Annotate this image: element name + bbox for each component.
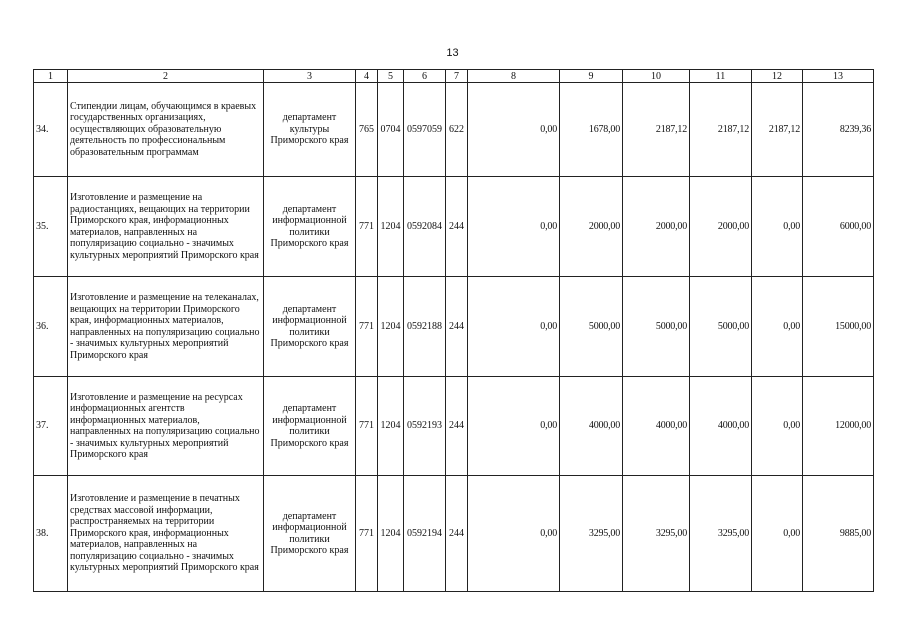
amount-cell: 0,00 — [468, 177, 560, 277]
page-number: 13 — [446, 47, 459, 59]
code-cell: 0592084 — [404, 177, 446, 277]
amount-cell: 5000,00 — [560, 277, 623, 377]
amount-cell: 0,00 — [752, 177, 803, 277]
total-cell: 9885,00 — [803, 476, 874, 592]
code-cell: 1204 — [378, 177, 404, 277]
amount-cell: 5000,00 — [690, 277, 752, 377]
code-cell: 244 — [446, 277, 468, 377]
amount-cell: 2187,12 — [623, 83, 690, 177]
column-header: 9 — [560, 70, 623, 83]
amount-cell: 2000,00 — [560, 177, 623, 277]
row-number: 35. — [34, 177, 68, 277]
table-row — [34, 177, 874, 277]
code-cell: 244 — [446, 177, 468, 277]
amount-cell: 0,00 — [468, 377, 560, 476]
code-cell: 1204 — [378, 476, 404, 592]
activity-name: Изготовление и размещение на ресурсах информационных агентств информационных материалов, направленных на популяризацию социально - значимых культурных мероприятий Приморского края — [68, 377, 264, 476]
amount-cell: 3295,00 — [623, 476, 690, 592]
amount-cell: 0,00 — [468, 83, 560, 177]
table-row — [34, 277, 874, 377]
column-header: 1 — [34, 70, 68, 83]
amount-cell: 0,00 — [468, 277, 560, 377]
department: департамент культуры Приморского края — [264, 83, 356, 177]
amount-cell: 0,00 — [752, 476, 803, 592]
row-number: 36. — [34, 277, 68, 377]
amount-cell: 1678,00 — [560, 83, 623, 177]
row-number: 38. — [34, 476, 68, 592]
code-cell: 622 — [446, 83, 468, 177]
budget-table — [33, 69, 874, 592]
department: департамент информационной политики Приморского края — [264, 177, 356, 277]
column-header: 13 — [803, 70, 874, 83]
row-number: 37. — [34, 377, 68, 476]
amount-cell: 0,00 — [468, 476, 560, 592]
amount-cell: 3295,00 — [560, 476, 623, 592]
column-header: 4 — [356, 70, 378, 83]
code-cell: 1204 — [378, 377, 404, 476]
column-header: 7 — [446, 70, 468, 83]
amount-cell: 4000,00 — [623, 377, 690, 476]
amount-cell: 2187,12 — [690, 83, 752, 177]
column-header: 12 — [752, 70, 803, 83]
column-header: 11 — [690, 70, 752, 83]
code-cell: 244 — [446, 476, 468, 592]
amount-cell: 2187,12 — [752, 83, 803, 177]
table-row — [34, 476, 874, 592]
activity-name: Изготовление и размещение на радиостанциях, вещающих на территории Приморского края, информационных материалов, направленных на популяризацию социально - значимых культурных мероприятий Приморского края — [68, 177, 264, 277]
column-header: 5 — [378, 70, 404, 83]
code-cell: 0704 — [378, 83, 404, 177]
code-cell: 771 — [356, 476, 378, 592]
amount-cell: 0,00 — [752, 277, 803, 377]
table-row — [34, 377, 874, 476]
total-cell: 15000,00 — [803, 277, 874, 377]
amount-cell: 0,00 — [752, 377, 803, 476]
code-cell: 0592194 — [404, 476, 446, 592]
amount-cell: 4000,00 — [690, 377, 752, 476]
column-header: 2 — [68, 70, 264, 83]
column-header: 8 — [468, 70, 560, 83]
total-cell: 6000,00 — [803, 177, 874, 277]
amount-cell: 4000,00 — [560, 377, 623, 476]
activity-name: Изготовление и размещение на телеканалах, вещающих на территории Приморского края, информационных материалов, направленных на популяризацию социально - значимых культурных мероприятий Приморского края — [68, 277, 264, 377]
table-row — [34, 83, 874, 177]
row-number: 34. — [34, 83, 68, 177]
activity-name: Стипендии лицам, обучающимся в краевых государственных организациях, осуществляющих образовательную деятельность по профессиональным образовательным программам — [68, 83, 264, 177]
department: департамент информационной политики Приморского края — [264, 277, 356, 377]
amount-cell: 2000,00 — [690, 177, 752, 277]
department: департамент информационной политики Приморского края — [264, 377, 356, 476]
total-cell: 8239,36 — [803, 83, 874, 177]
code-cell: 771 — [356, 277, 378, 377]
activity-name: Изготовление и размещение в печатных средствах массовой информации, распространяемых на территории Приморского края, информационных материалов, направленных на популяризацию социально - значимых культурных мероприятий Приморского края — [68, 476, 264, 592]
column-header: 6 — [404, 70, 446, 83]
column-header: 3 — [264, 70, 356, 83]
code-cell: 244 — [446, 377, 468, 476]
code-cell: 765 — [356, 83, 378, 177]
column-header: 10 — [623, 70, 690, 83]
amount-cell: 3295,00 — [690, 476, 752, 592]
amount-cell: 5000,00 — [623, 277, 690, 377]
code-cell: 771 — [356, 177, 378, 277]
amount-cell: 2000,00 — [623, 177, 690, 277]
code-cell: 0592193 — [404, 377, 446, 476]
code-cell: 771 — [356, 377, 378, 476]
code-cell: 0597059 — [404, 83, 446, 177]
total-cell: 12000,00 — [803, 377, 874, 476]
department: департамент информационной политики Приморского края — [264, 476, 356, 592]
column-number-row — [34, 70, 874, 83]
code-cell: 0592188 — [404, 277, 446, 377]
code-cell: 1204 — [378, 277, 404, 377]
